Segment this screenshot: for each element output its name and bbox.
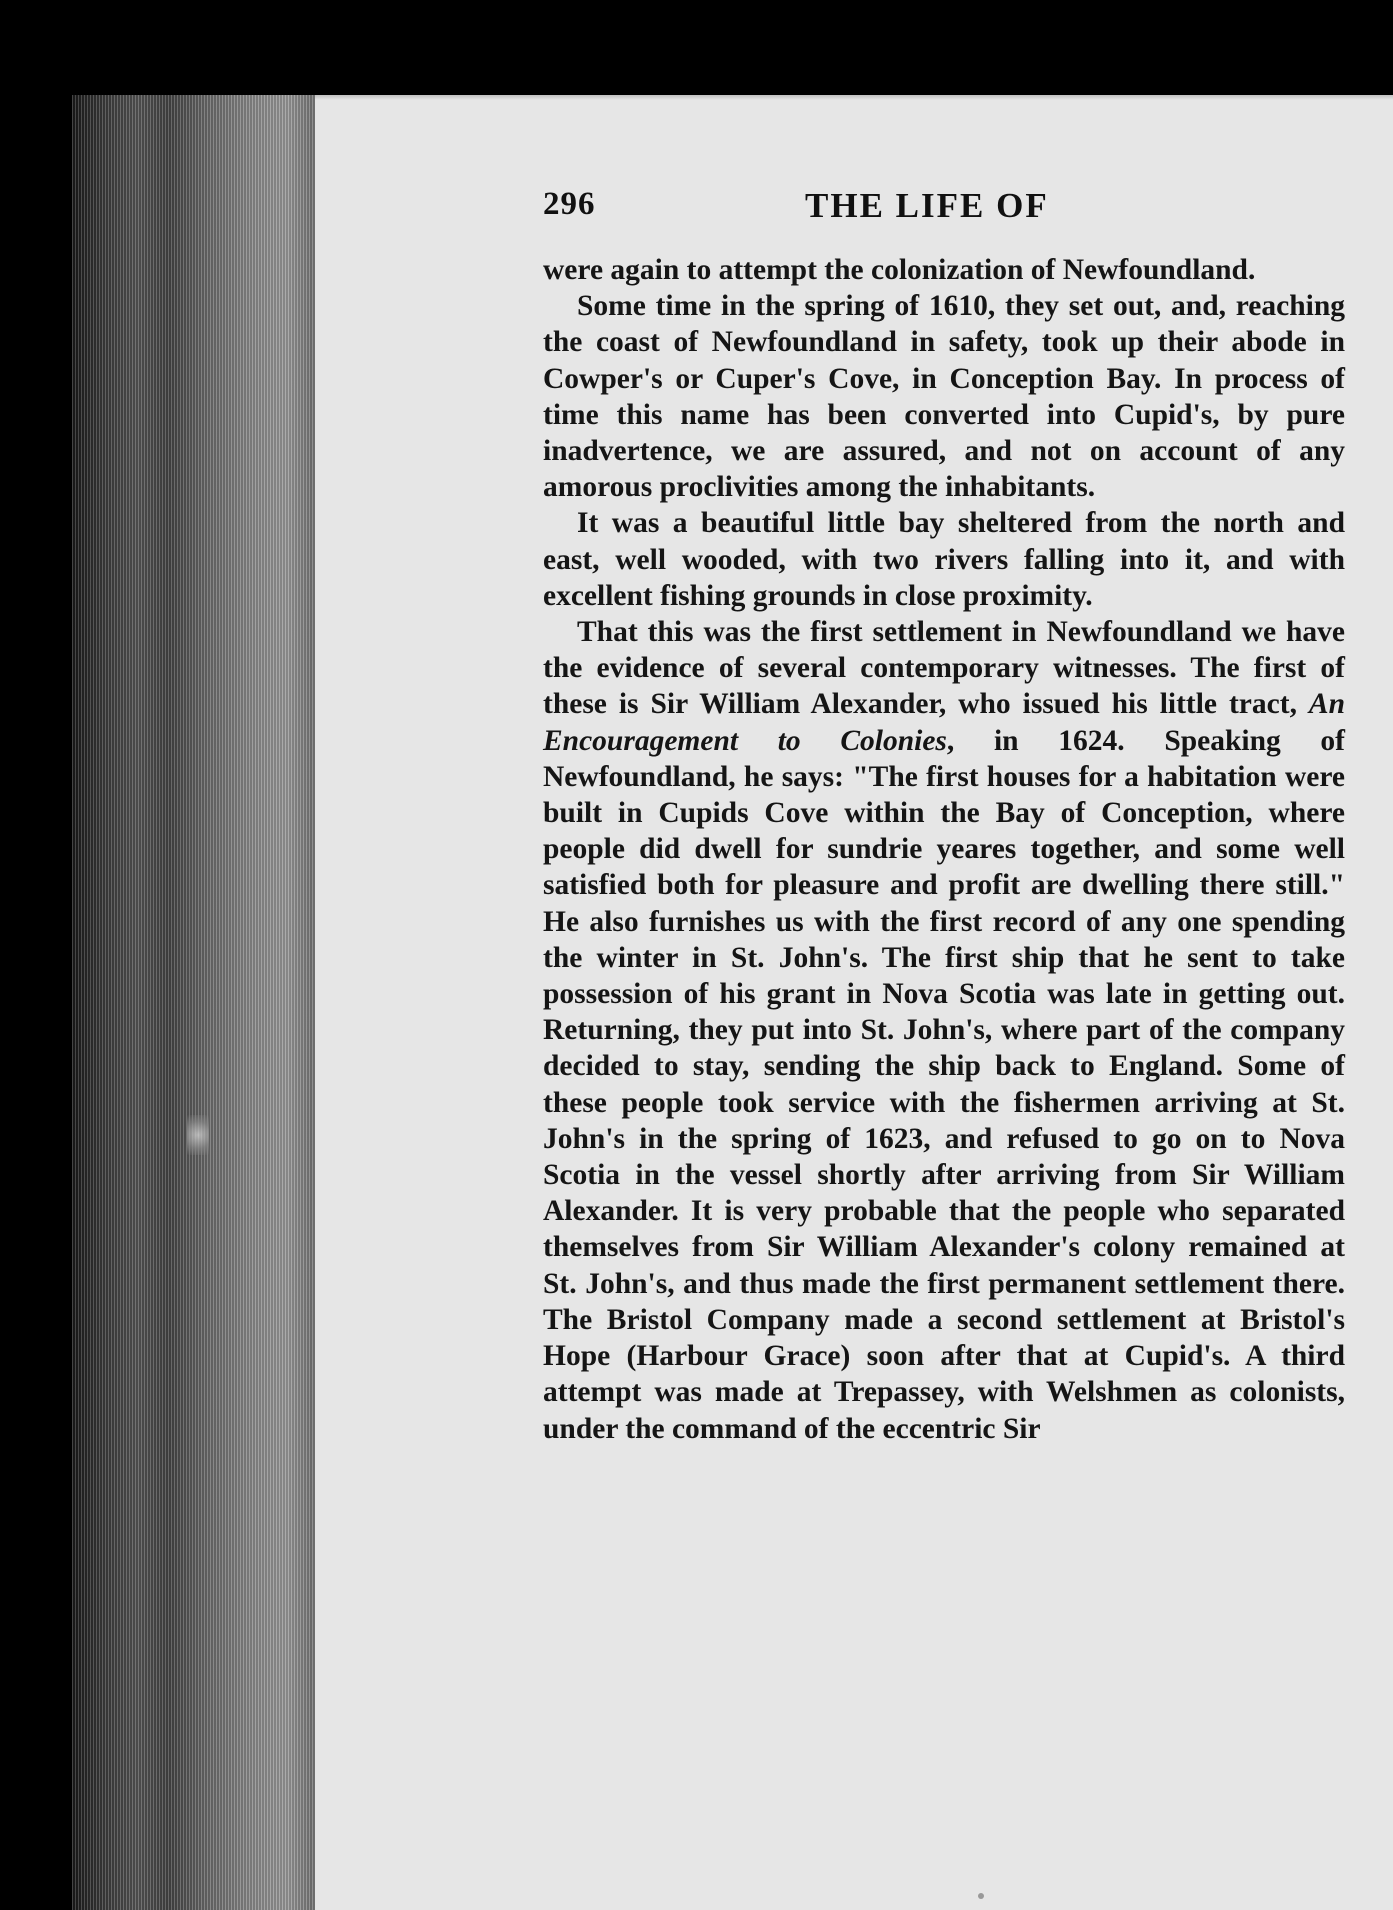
paragraph-4 [543,614,1345,1447]
paragraph-1: were again to attempt the colonization of Newfoundland. [543,254,1256,286]
paragraph-2: Some time in the spring of 1610, they set out, and, reaching the coast of Newfoundland in safety, took up their abode in Cowper's or Cuper's Cove, in Conception Bay. In process of time this name has been converted into Cupid's, by pure inadvertence, we are assured, and not on account of any amorous proclivities among the inhabitants. [543,290,1345,504]
paragraph-4-part-a: That this was the first settlement in Newfoundland we have the evidence of several contemporary witnesses. The first of these is Sir William Alexander, who issued his little tract, [543,616,1345,721]
page-header [543,186,1353,232]
paragraph-3: It was a beautiful little bay sheltered from the north and east, well wooded, with two rivers falling into it, and with excellent fishing grounds in close proximity. [543,507,1345,612]
body-text [543,252,1345,1447]
running-head: THE LIFE OF [805,186,1049,225]
paragraph-4-part-b: , in 1624. Speaking of Newfoundland, he says: "The first houses for a habitation were built in Cupids Cove within the Bay of Conception, where people did dwell for sundrie yeares together, and some well satisfied both for pleasure and profit are dwelling there still." He also furnishes us with the first record of any one spending the winter in St. John's. The first ship that he sent to take possession of his grant in Nova Scotia was late in getting out. Returning, they put into St. John's, where part of the company decided to stay, sending the ship back to England. Some of these people took service with the fishermen arriving at St. John's in the spring of 1623, and refused to go on to Nova Scotia in the vessel shortly after arriving from Sir William Alexander. It is very probable that the people who separated themselves from Sir William Alexander's colony remained at St. John's, and thus made the first permanent settlement there. The Bristol Company made a second settlement at Bristol's Hope (Harbour Grace) soon after that at Cupid's. A third attempt was made at Trepassey, with Welshmen as colonists, under the command of the eccentric Sir [543,724,1346,1445]
tract-title: An Encouragement to Colonies [543,688,1345,757]
page-number: 296 [543,186,596,222]
page-top-shadow [315,70,1393,100]
edge-stain [187,1115,209,1155]
scan-speck [978,1893,984,1899]
